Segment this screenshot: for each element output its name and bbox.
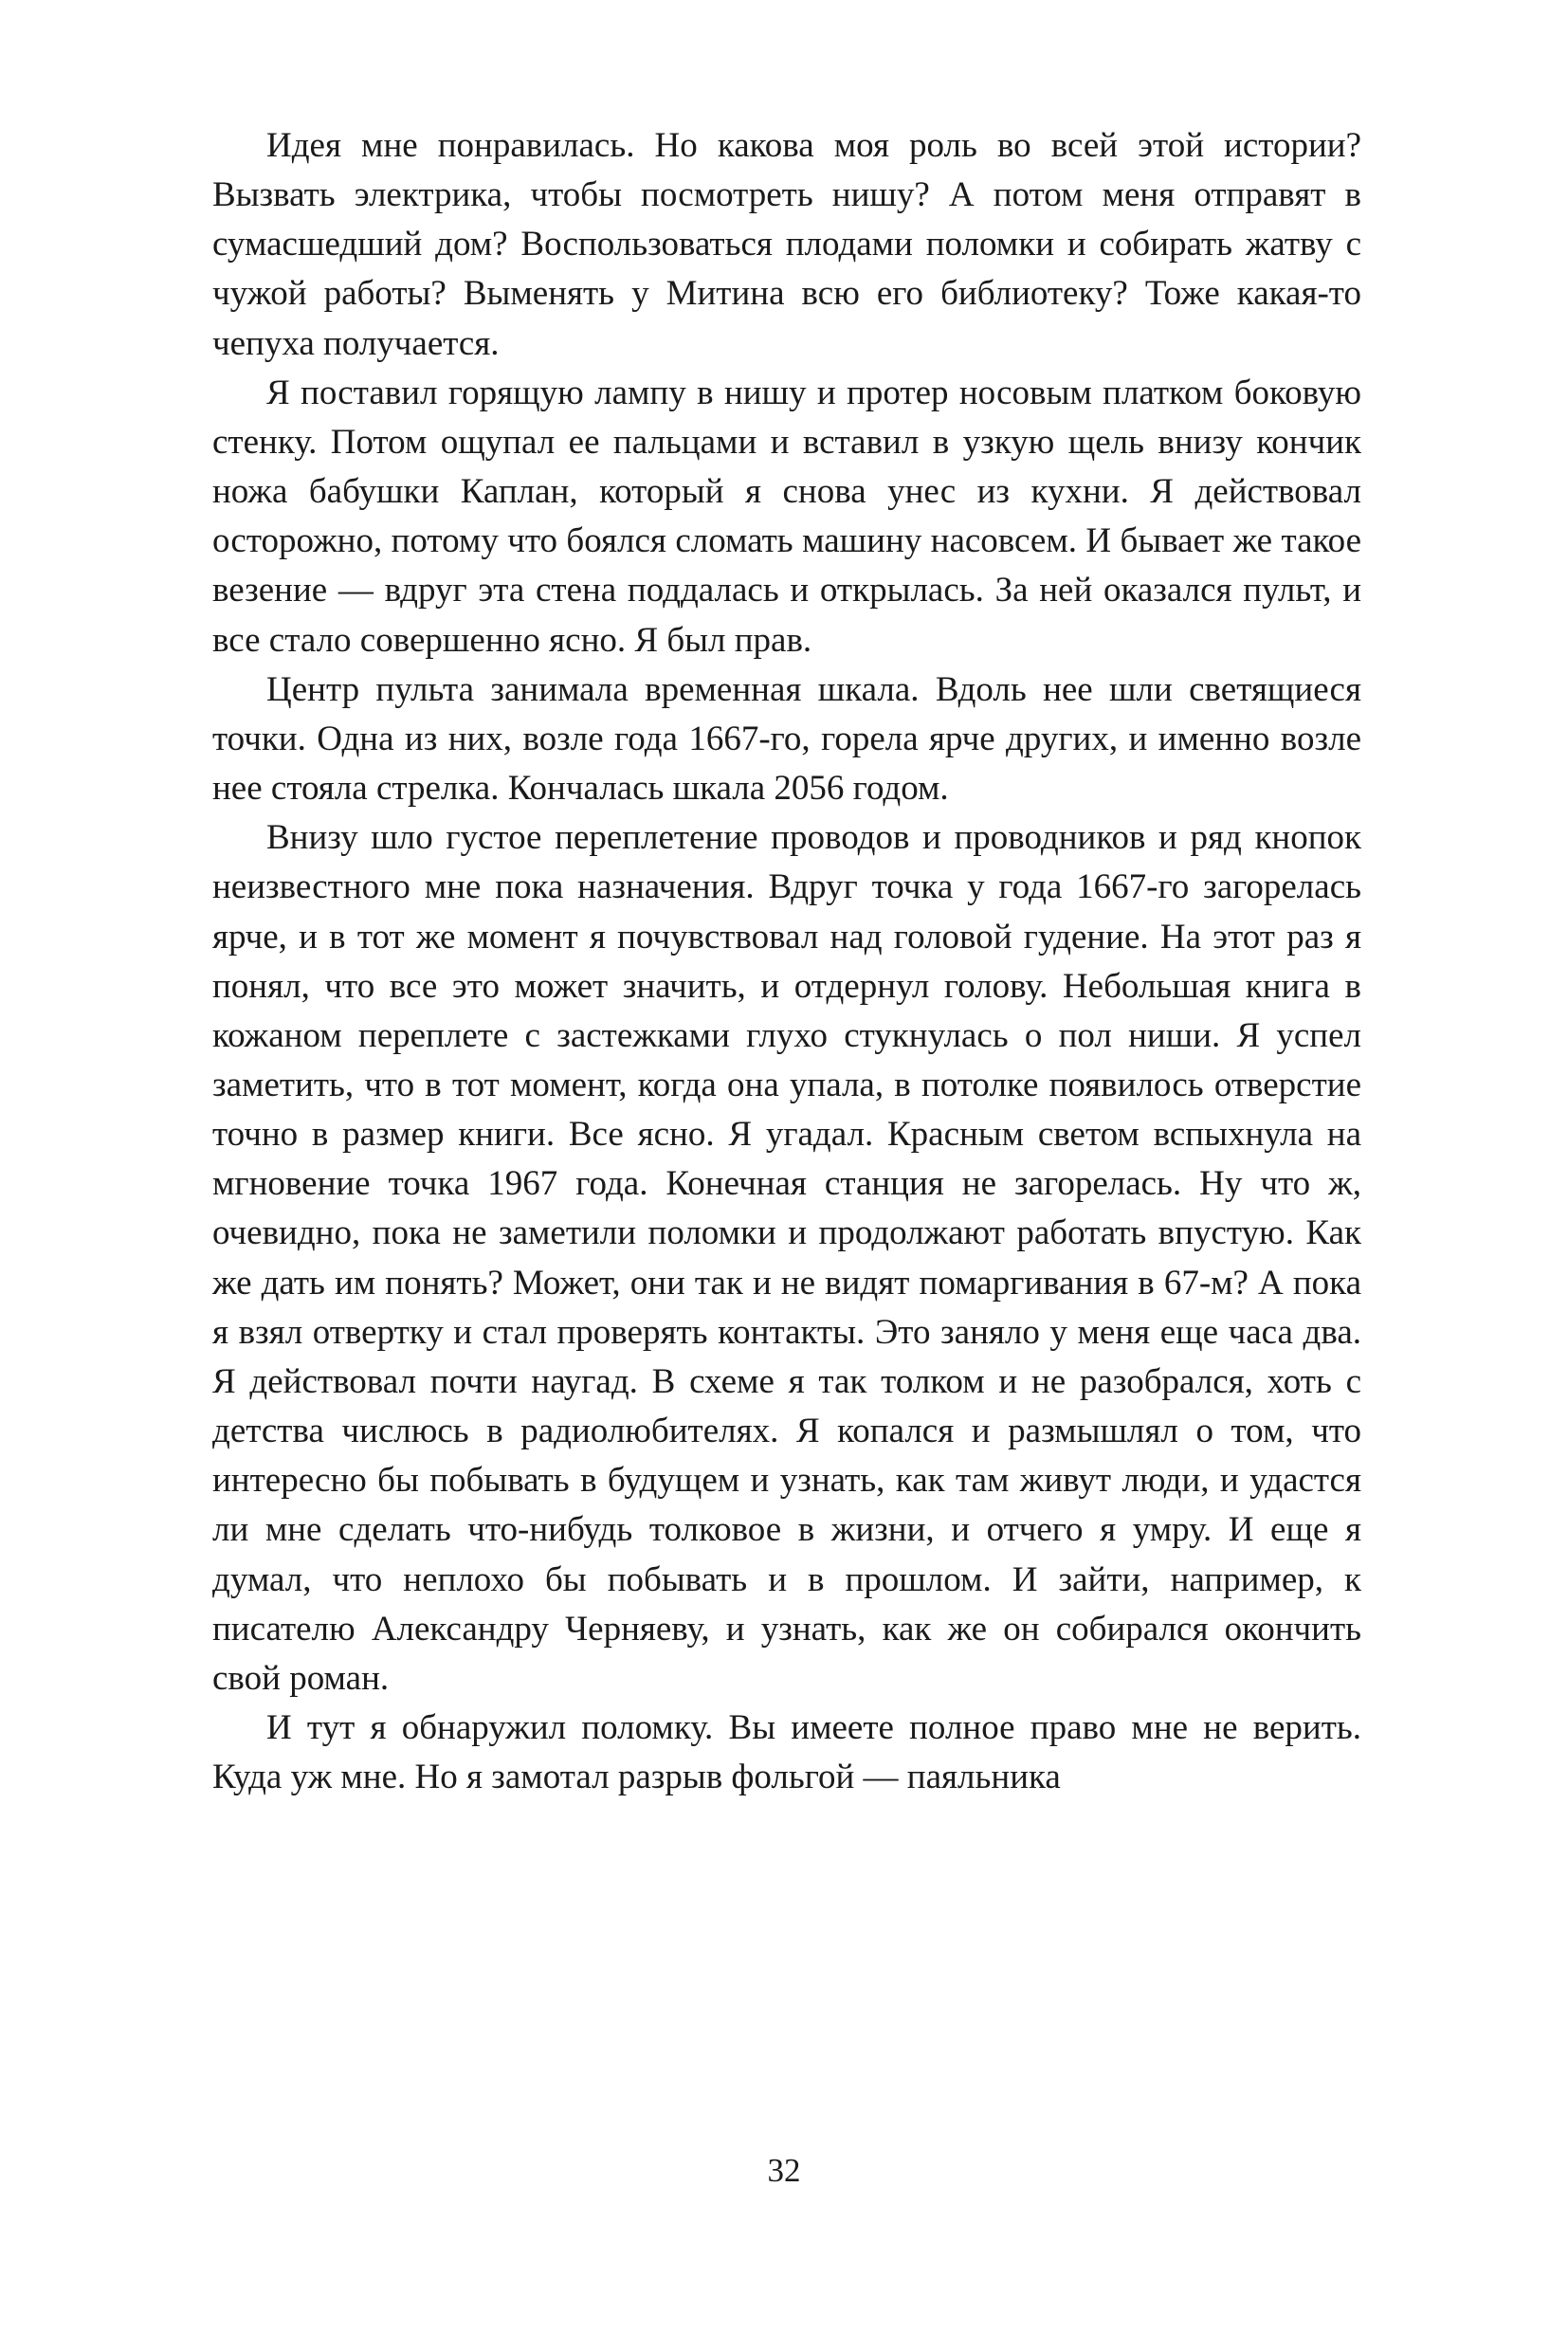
paragraph-5: И тут я обнаружил поломку. Вы имеете полное право мне не верить. Куда уж мне. Но я замотал разрыв фольгой — паяльника	[212, 1708, 1361, 1797]
paragraph-1: Идея мне понравилась. Но какова моя роль во всей этой истории? Вызвать электрика, чтобы посмотреть нишу? А потом меня отправят в сумасшедший дом? Воспользоваться плодами поломки и собирать жатву с чужой работы? Выменять у Митина всю его библиотеку? Тоже какая-то чепуха получается.	[212, 126, 1361, 363]
page-number: 32	[767, 2152, 801, 2189]
paragraph-3: Центр пульта занимала временная шкала. Вдоль нее шли светящиеся точки. Одна из них, возле года 1667-го, горела ярче других, и именно возле нее стояла стрелка. Кончалась шкала 2056 годом.	[212, 669, 1361, 809]
paragraph-4: Внизу шло густое переплетение проводов и проводников и ряд кнопок неизвестного мне пока назначения. Вдруг точка у года 1667-го загорелась ярче, и в тот же момент я почувствовал над головой гудение. На этот раз я понял, что все это может значить, и отдернул голову. Небольшая книга в кожаном переплете с застежками глухо стукнулась о пол ниши. Я успел заметить, что в тот момент, когда она упала, в потолке появилось отверстие точно в размер книги. Все ясно. Я угадал. Красным светом вспыхнула на мгновение точка 1967 года. Конечная станция не загорелась. Ну что ж, очевидно, пока не заметили поломки и продолжают работать впустую. Как же дать им понять? Может, они так и не видят помаргивания в 67-м? А пока я взял отвертку и стал проверять контакты. Это заняло у меня еще часа два. Я действовал почти наугад. В схеме я так толком и не разобрался, хоть с детства числюсь в радиолюбителях. Я копался и размышлял о том, что интересно бы побывать в будущем и узнать, как там живут люди, и удастся ли мне сделать что-нибудь толковое в жизни, и отчего я умру. И еще я думал, что неплохо бы побывать и в прошлом. И зайти, например, к писателю Александру Черняеву, и узнать, как же он собирался окончить свой роман.	[212, 818, 1361, 1698]
body-text	[212, 121, 1361, 1802]
paragraph-2: Я поставил горящую лампу в нишу и протер носовым платком боковую стенку. Потом ощупал ее пальцами и вставил в узкую щель внизу кончик ножа бабушки Каплан, который я снова унес из кухни. Я действовал осторожно, потому что боялся сломать машину насовсем. И бывает же такое везение — вдруг эта стена поддалась и открылась. За ней оказался пульт, и все стало совершенно ясно. Я был прав.	[212, 373, 1361, 660]
